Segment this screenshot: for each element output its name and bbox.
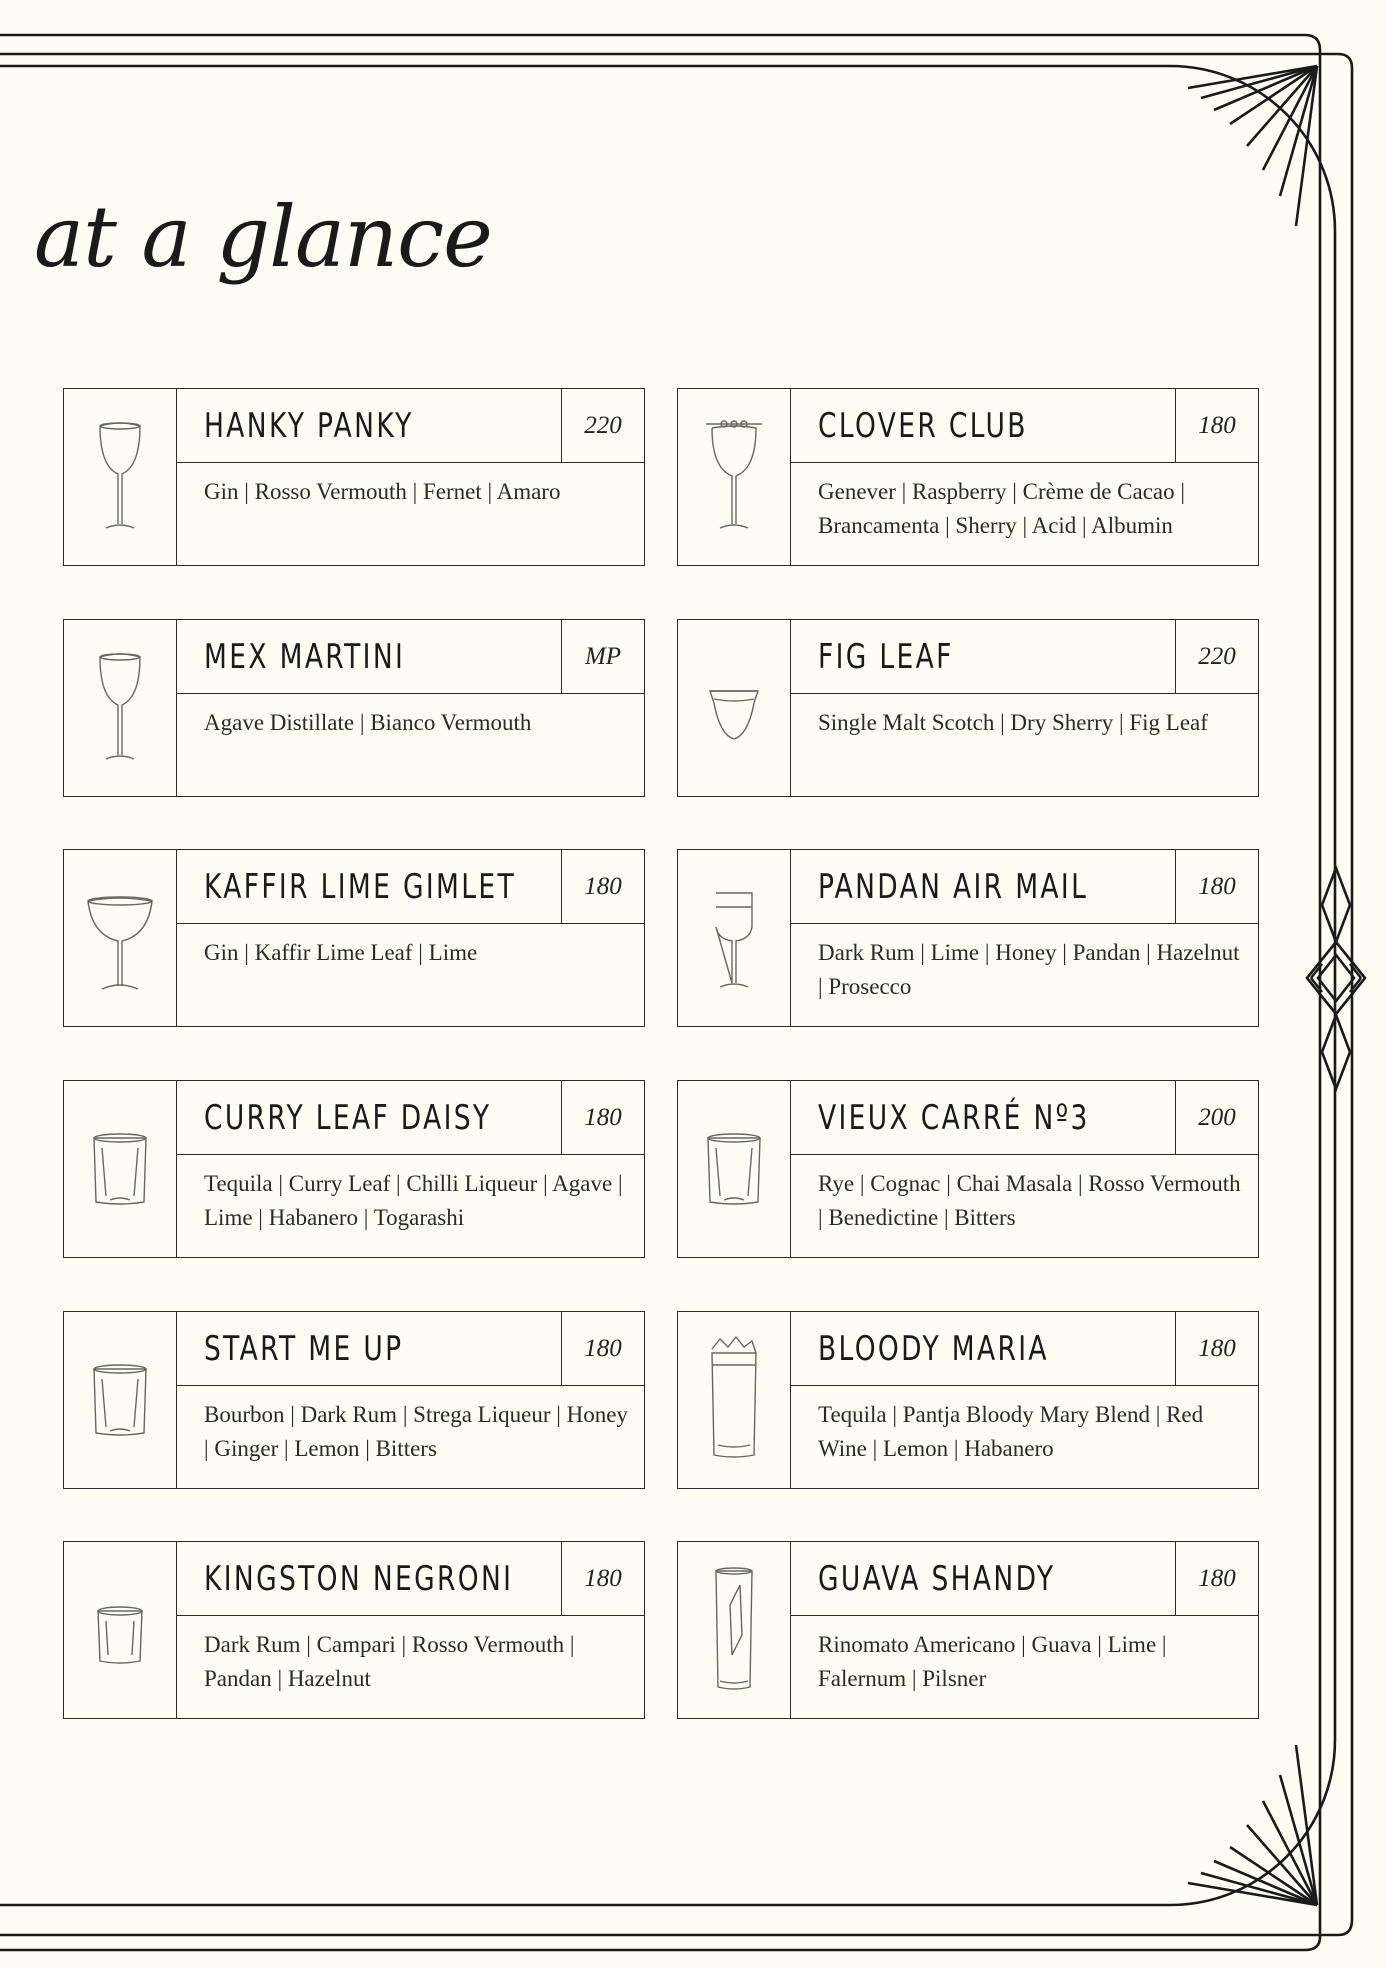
- drink-card-start-me-up: [63, 1311, 645, 1489]
- glass-image-cell: [678, 1081, 791, 1257]
- drink-ingredients: Rinomato Americano | Guava | Lime | Falernum | Pilsner: [818, 1632, 1167, 1691]
- drink-name-cell: [791, 850, 1175, 924]
- drink-name: PANDAN AIR MAIL: [818, 866, 1089, 907]
- drink-name: KINGSTON NEGRONI: [204, 1558, 514, 1599]
- drink-name-cell: [177, 1542, 561, 1616]
- garnished-stemmed-glass-icon: [694, 412, 774, 542]
- drink-card-fig-leaf: [677, 619, 1259, 797]
- page-title: at a glance: [34, 188, 492, 286]
- drink-name: START ME UP: [204, 1328, 404, 1369]
- drink-price: 180: [1175, 389, 1258, 463]
- drink-name-cell: [791, 1312, 1175, 1386]
- drink-price: 220: [561, 389, 644, 463]
- drink-name-cell: [791, 620, 1175, 694]
- footed-glass-icon: [694, 873, 774, 1003]
- drink-card-vieux-carre-n-3: [677, 1080, 1259, 1258]
- drink-name-cell: [177, 1312, 561, 1386]
- drink-name-cell: [791, 1081, 1175, 1155]
- drink-ingredients: Gin | Kaffir Lime Leaf | Lime: [204, 940, 478, 965]
- drink-name-cell: [177, 1081, 561, 1155]
- drink-card-guava-shandy: [677, 1541, 1259, 1719]
- small-rocks-glass-icon: [80, 1565, 160, 1695]
- drink-ingredients: Dark Rum | Lime | Honey | Pandan | Hazelnut | Prosecco: [818, 940, 1240, 999]
- drink-name-cell: [791, 1542, 1175, 1616]
- drink-price: 180: [1175, 1312, 1258, 1386]
- drink-ingredients: Tequila | Curry Leaf | Chilli Liqueur | Agave | Lime | Habanero | Togarashi: [204, 1171, 623, 1230]
- drink-price: 180: [561, 1542, 644, 1616]
- drink-card-kingston-negroni: [63, 1541, 645, 1719]
- drink-price: MP: [561, 620, 644, 694]
- drink-ingredients: Gin | Rosso Vermouth | Fernet | Amaro: [204, 479, 561, 504]
- drink-price: 180: [561, 850, 644, 924]
- drink-ingredients: Agave Distillate | Bianco Vermouth: [204, 710, 532, 735]
- drink-name: KAFFIR LIME GIMLET: [204, 866, 517, 907]
- glass-image-cell: [64, 389, 177, 565]
- drink-ingredients: Bourbon | Dark Rum | Strega Liqueur | Honey | Ginger | Lemon | Bitters: [204, 1402, 628, 1461]
- glass-image-cell: [678, 389, 791, 565]
- glass-image-cell: [678, 1542, 791, 1718]
- drink-card-kaffir-lime-gimlet: [63, 849, 645, 1027]
- rocks-glass-icon: [80, 1104, 160, 1234]
- glass-image-cell: [64, 620, 177, 796]
- drink-price: 180: [1175, 850, 1258, 924]
- drink-name-cell: [791, 389, 1175, 463]
- drink-name: GUAVA SHANDY: [818, 1558, 1056, 1599]
- drink-price: 180: [1175, 1542, 1258, 1616]
- drink-name-cell: [177, 389, 561, 463]
- glass-image-cell: [64, 850, 177, 1026]
- drink-card-mex-martini: [63, 619, 645, 797]
- glass-image-cell: [64, 1542, 177, 1718]
- drink-name: VIEUX CARRÉ Nº3: [818, 1097, 1090, 1138]
- glass-image-cell: [678, 620, 791, 796]
- coupe-glass-icon: [80, 873, 160, 1003]
- drink-price: 220: [1175, 620, 1258, 694]
- drink-price: 180: [561, 1312, 644, 1386]
- drink-name: CLOVER CLUB: [818, 405, 1028, 446]
- drink-card-hanky-panky: [63, 388, 645, 566]
- drink-name: FIG LEAF: [818, 636, 954, 677]
- drink-price: 200: [1175, 1081, 1258, 1155]
- nick-and-nora-glass-icon: [80, 412, 160, 542]
- drink-card-curry-leaf-daisy: [63, 1080, 645, 1258]
- tall-glass-icon: [694, 1565, 774, 1695]
- drink-price: 180: [561, 1081, 644, 1155]
- rocks-glass-icon: [80, 1335, 160, 1465]
- drink-ingredients: Dark Rum | Campari | Rosso Vermouth | Pandan | Hazelnut: [204, 1632, 575, 1691]
- drink-ingredients: Genever | Raspberry | Crème de Cacao | Brancamenta | Sherry | Acid | Albumin: [818, 479, 1185, 538]
- drink-card-pandan-air-mail: [677, 849, 1259, 1027]
- drink-name: MEX MARTINI: [204, 636, 406, 677]
- tumbler-glass-icon: [694, 643, 774, 773]
- drink-name: CURRY LEAF DAISY: [204, 1097, 492, 1138]
- glass-image-cell: [64, 1312, 177, 1488]
- rocks-glass-icon: [694, 1104, 774, 1234]
- drink-name: BLOODY MARIA: [818, 1328, 1049, 1369]
- drink-card-clover-club: [677, 388, 1259, 566]
- glass-image-cell: [678, 850, 791, 1026]
- glass-image-cell: [64, 1081, 177, 1257]
- drink-name: HANKY PANKY: [204, 405, 414, 446]
- highball-glass-icon: [694, 1335, 774, 1465]
- glass-image-cell: [678, 1312, 791, 1488]
- drink-ingredients: Tequila | Pantja Bloody Mary Blend | Red Wine | Lemon | Habanero: [818, 1402, 1204, 1461]
- drink-card-bloody-maria: [677, 1311, 1259, 1489]
- drink-name-cell: [177, 620, 561, 694]
- drink-name-cell: [177, 850, 561, 924]
- nick-and-nora-glass-icon: [80, 643, 160, 773]
- drink-ingredients: Rye | Cognac | Chai Masala | Rosso Vermouth | Benedictine | Bitters: [818, 1171, 1241, 1230]
- drink-ingredients: Single Malt Scotch | Dry Sherry | Fig Leaf: [818, 710, 1208, 735]
